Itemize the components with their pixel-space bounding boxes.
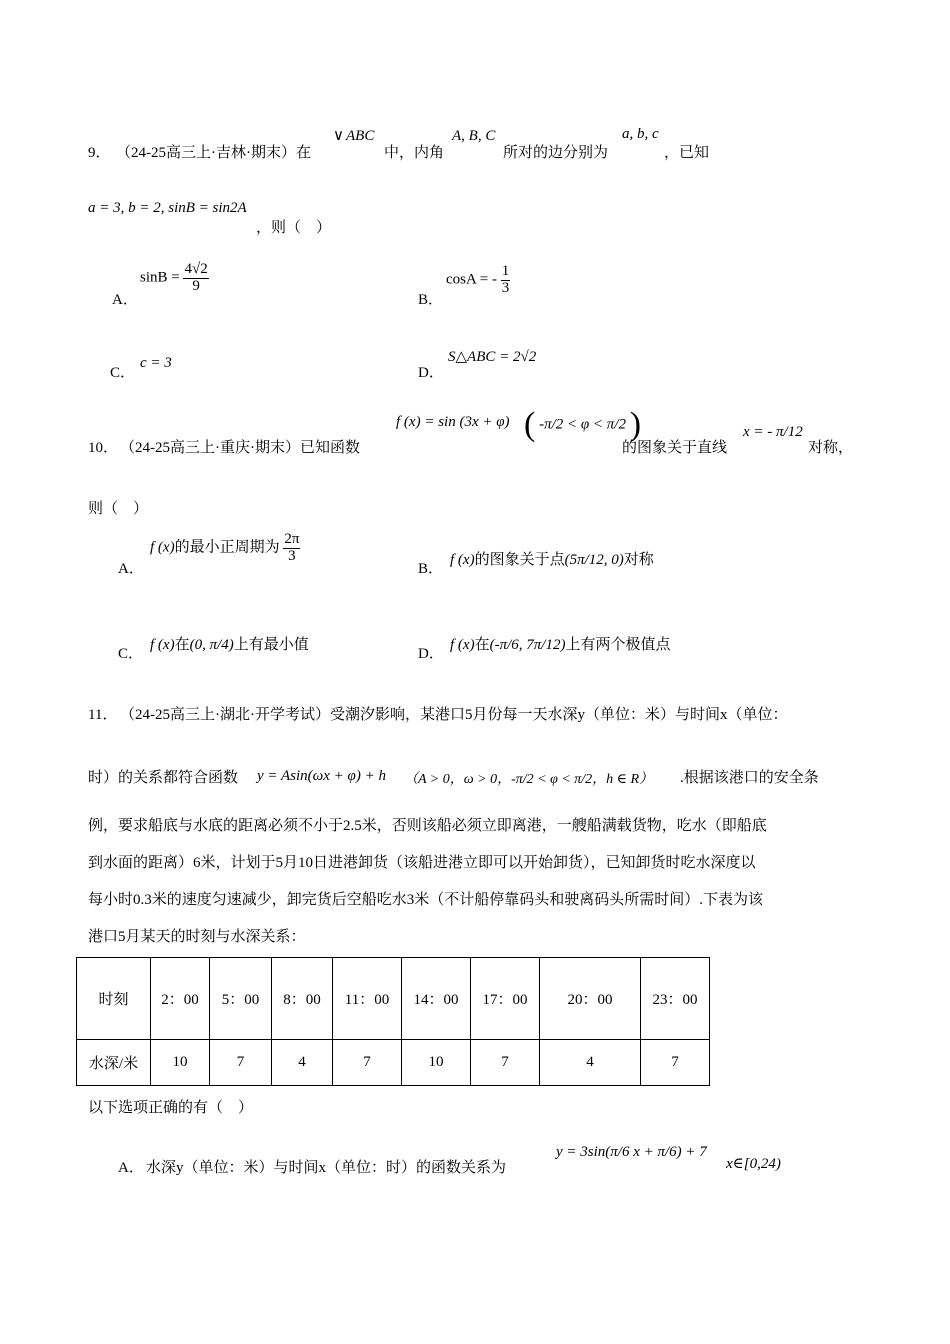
q10-option-d-tail: 上有两个极值点 — [565, 637, 671, 653]
triangle-icon: ∨ — [333, 128, 344, 144]
table-cell-time: 20：00 — [540, 958, 641, 1040]
q9-number: 9． — [88, 145, 111, 161]
q10-option-b-point: (5π/12, 0) — [564, 552, 624, 568]
table-cell-time: 5：00 — [210, 958, 272, 1040]
table-cell-time: 2：00 — [151, 958, 210, 1040]
q11-option-a-domain: x∈[0,24) — [726, 1156, 781, 1172]
q10-line: x = - π/12 — [743, 424, 803, 440]
q9-option-a-den: 9 — [192, 277, 200, 294]
table-cell-time: 14：00 — [402, 958, 471, 1040]
q10-source: （24-25高三上·重庆·期末）已知函数 — [120, 440, 360, 456]
table-cell-depth: 7 — [333, 1040, 402, 1086]
q9-tail: ，已知 — [664, 145, 710, 161]
q11-number: 11． — [88, 707, 118, 723]
q11-line1: （24-25高三上·湖北·开学考试）受潮汐影响，某港口5月份每一天水深y（单位：米）与时间x（单位： — [120, 707, 788, 723]
q9-option-b-den: 3 — [501, 279, 510, 296]
q9-option-c: c = 3 — [140, 355, 172, 371]
q9-option-d-label: D． — [418, 365, 444, 381]
q9-option-b-label: B． — [418, 292, 444, 308]
tide-table — [76, 957, 710, 1086]
q10-option-d-interval: (-π/6, 7π/12) — [489, 637, 566, 653]
table-row — [77, 1040, 710, 1086]
table-header-time: 时刻 — [77, 958, 151, 1040]
q10-range-group: ( -π/2 < φ < π/2 ) — [524, 406, 642, 443]
q11-option-a-text: 水深y（单位：米）与时间x（单位：时）的函数关系为 — [146, 1160, 507, 1176]
q10-option-a-label: A． — [118, 561, 144, 577]
q10-func: f (x) = sin (3x + φ) — [396, 414, 510, 430]
q9-source: （24-25高三上·吉林·期末）在 — [116, 145, 311, 161]
q10-option-a-num: 2π — [284, 531, 300, 547]
table-cell-depth: 10 — [402, 1040, 471, 1086]
q10-option-b-fx: f (x) — [450, 552, 475, 568]
table-cell-time: 17：00 — [471, 958, 540, 1040]
q11-after-table: 以下选项正确的有（ ） — [88, 1100, 254, 1116]
q10-option-b-text: 的图象关于点 — [474, 552, 565, 568]
q9-option-d: S△ABC = 2√2 — [448, 349, 537, 365]
table-cell-depth: 7 — [471, 1040, 540, 1086]
q11-option-a-formula: y = 3sin(π/6 x + π/6) + 7 — [556, 1144, 707, 1160]
table-cell-depth: 7 — [641, 1040, 710, 1086]
q11-line2-post: .根据该港口的安全条 — [680, 770, 819, 786]
q9-triangle: ABC — [346, 128, 375, 144]
q9-option-c-label: C． — [110, 365, 136, 381]
q10-option-d — [450, 633, 670, 654]
table-cell-time: 11：00 — [333, 958, 402, 1040]
q10-func-group — [396, 414, 510, 431]
q10-tail: 对称， — [808, 440, 854, 456]
q9-given: a = 3, b = 2, sinB = sin2A — [88, 200, 247, 216]
q11-line4: 到水面的距离）6米，计划于5月10日进港卸货（该船进港立即可以开始卸货），已知卸货时吃水深度以 — [88, 855, 756, 871]
q9-option-b — [446, 264, 510, 297]
q9-mid1: 中，内角 — [384, 145, 445, 161]
q10-option-c-interval: (0, π/4) — [189, 637, 234, 653]
q9-sides: a, b, c — [622, 126, 659, 142]
q10-option-c-fx: f (x) — [150, 637, 175, 653]
q10-option-d-fx: f (x) — [450, 637, 475, 653]
table-cell-depth: 7 — [210, 1040, 272, 1086]
q10-option-b — [450, 548, 654, 569]
q11-line6: 港口5月某天的时刻与水深关系： — [88, 929, 306, 945]
table-row — [77, 958, 710, 1040]
q10-option-c — [150, 633, 309, 654]
q10-option-c-label: C． — [118, 646, 144, 662]
q9-option-b-num: 1 — [501, 263, 510, 279]
q9-option-a-label: A． — [112, 292, 138, 308]
q10-number: 10． — [88, 440, 119, 456]
q11-line2-pre: 时）的关系都符合函数 — [88, 770, 239, 786]
q9-then: ，则（ ） — [256, 220, 332, 236]
q11-model: y = Asin(ωx + φ) + h — [257, 768, 386, 784]
q10-option-d-label: D． — [418, 646, 444, 662]
q10-option-d-text: 在 — [474, 637, 490, 653]
q9-mid2: 所对的边分别为 — [503, 145, 609, 161]
q9-option-a-lhs: sinB = — [140, 269, 180, 286]
q9-angles: A, B, C — [452, 128, 496, 144]
table-cell-time: 23：00 — [641, 958, 710, 1040]
q10-option-a-den: 3 — [288, 547, 296, 564]
q10-option-a — [150, 532, 300, 565]
q10-then: 则（ ） — [88, 501, 149, 517]
table-cell-depth: 4 — [272, 1040, 333, 1086]
table-cell-time: 8：00 — [272, 958, 333, 1040]
q10-option-b-label: B． — [418, 561, 444, 577]
q10-option-b-tail: 对称 — [623, 552, 654, 568]
q10-option-c-tail: 上有最小值 — [233, 637, 309, 653]
q11-option-a-label: A． — [118, 1160, 144, 1176]
table-cell-depth: 4 — [540, 1040, 641, 1086]
q9-option-b-lhs: cosA = - — [446, 271, 497, 288]
q9-option-a-num: 4√2 — [184, 261, 208, 277]
q9-option-a — [140, 262, 209, 295]
table-cell-depth: 10 — [151, 1040, 210, 1086]
q10-option-a-fx: f (x) — [150, 539, 175, 556]
q11-line5: 每小时0.3米的速度匀速减少，卸完货后空船吃水3米（不计船停靠码头和驶离码头所需时间）.下表为该 — [88, 892, 764, 908]
q11-line3: 例，要求船底与水底的距离必须不小于2.5米，否则该船必须立即离港，一艘船满载货物，吃水（即船底 — [88, 818, 767, 834]
table-header-depth: 水深/米 — [77, 1040, 151, 1086]
q10-mid: 的图象关于直线 — [622, 440, 728, 456]
q11-conds: （A > 0，ω > 0，-π/2 < φ < π/2，h ∈ R） — [404, 772, 654, 787]
q10-range: -π/2 < φ < π/2 — [539, 416, 626, 433]
q10-option-c-text: 在 — [174, 637, 190, 653]
q10-option-a-text: 的最小正周期为 — [174, 539, 280, 556]
